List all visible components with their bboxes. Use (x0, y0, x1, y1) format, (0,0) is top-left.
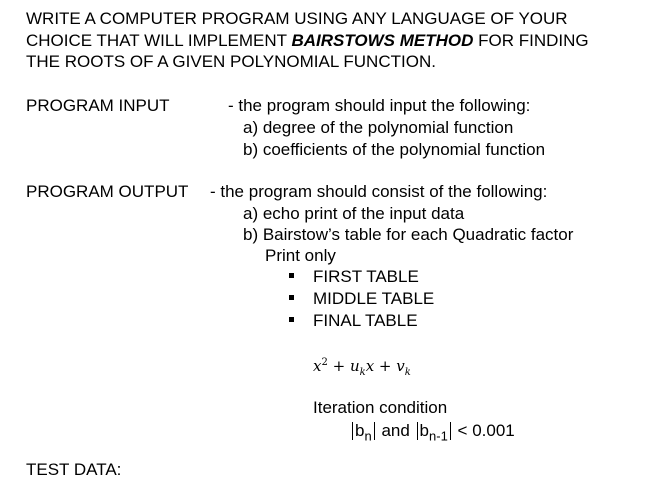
bullet-icon (289, 317, 294, 322)
bullet-icon (289, 295, 294, 300)
abs-bar (374, 422, 375, 440)
formula-x: x (313, 357, 322, 375)
formula-u: u (349, 357, 360, 375)
heading-line-1: WRITE A COMPUTER PROGRAM USING ANY LANGUAGE OF YOUR (26, 9, 568, 28)
program-output-intro: - the program should consist of the following: (210, 182, 548, 201)
iteration-condition-title: Iteration condition (313, 398, 448, 417)
and-word: and (381, 421, 410, 440)
print-only-label: Print only (265, 246, 336, 265)
formula-plus: + (327, 357, 350, 375)
method-name: BAIRSTOWS METHOD (291, 30, 474, 50)
bn1-symbol: b (419, 421, 430, 440)
abs-bar (352, 422, 353, 440)
bullet-middle-table: MIDDLE TABLE (313, 289, 435, 308)
bn1-subscript: n-1 (429, 428, 448, 444)
program-input-label: PROGRAM INPUT (26, 96, 170, 115)
input-item-a: a) degree of the polynomial function (243, 118, 514, 137)
quadratic-factor-formula (313, 352, 411, 384)
test-data-label: TEST DATA: (26, 460, 122, 479)
abs-bar (450, 422, 451, 440)
heading-line-2a: CHOICE THAT WILL IMPLEMENT (26, 30, 292, 50)
problem-heading (26, 8, 646, 73)
bn-symbol: b (355, 421, 365, 440)
program-output-label: PROGRAM OUTPUT (26, 182, 189, 201)
formula-u-sub: k (359, 367, 366, 378)
program-input-intro: - the program should input the following: (228, 96, 531, 115)
heading-line-2c: FOR FINDING (473, 30, 589, 50)
formula-v: v (396, 357, 405, 375)
abs-bar (417, 422, 418, 440)
output-item-a: a) echo print of the input data (243, 204, 465, 223)
bullet-icon (289, 273, 294, 278)
formula-x: x (365, 357, 375, 375)
bullet-final-table: FINAL TABLE (313, 311, 418, 330)
formula-v-sub: k (404, 367, 411, 378)
bullet-first-table: FIRST TABLE (313, 267, 419, 286)
output-item-b: b) Bairstow’s table for each Quadratic factor (243, 225, 574, 244)
input-item-b: b) coefficients of the polynomial function (243, 140, 546, 159)
heading-line-2 (26, 30, 646, 52)
heading-line-3: THE ROOTS OF A GIVEN POLYNOMIAL FUNCTION. (26, 52, 436, 71)
formula-plus: + (374, 357, 397, 375)
bn-subscript: n (364, 428, 372, 444)
formula-exponent: 2 (321, 357, 328, 368)
iteration-condition (350, 420, 515, 447)
threshold-value: < 0.001 (457, 421, 515, 440)
